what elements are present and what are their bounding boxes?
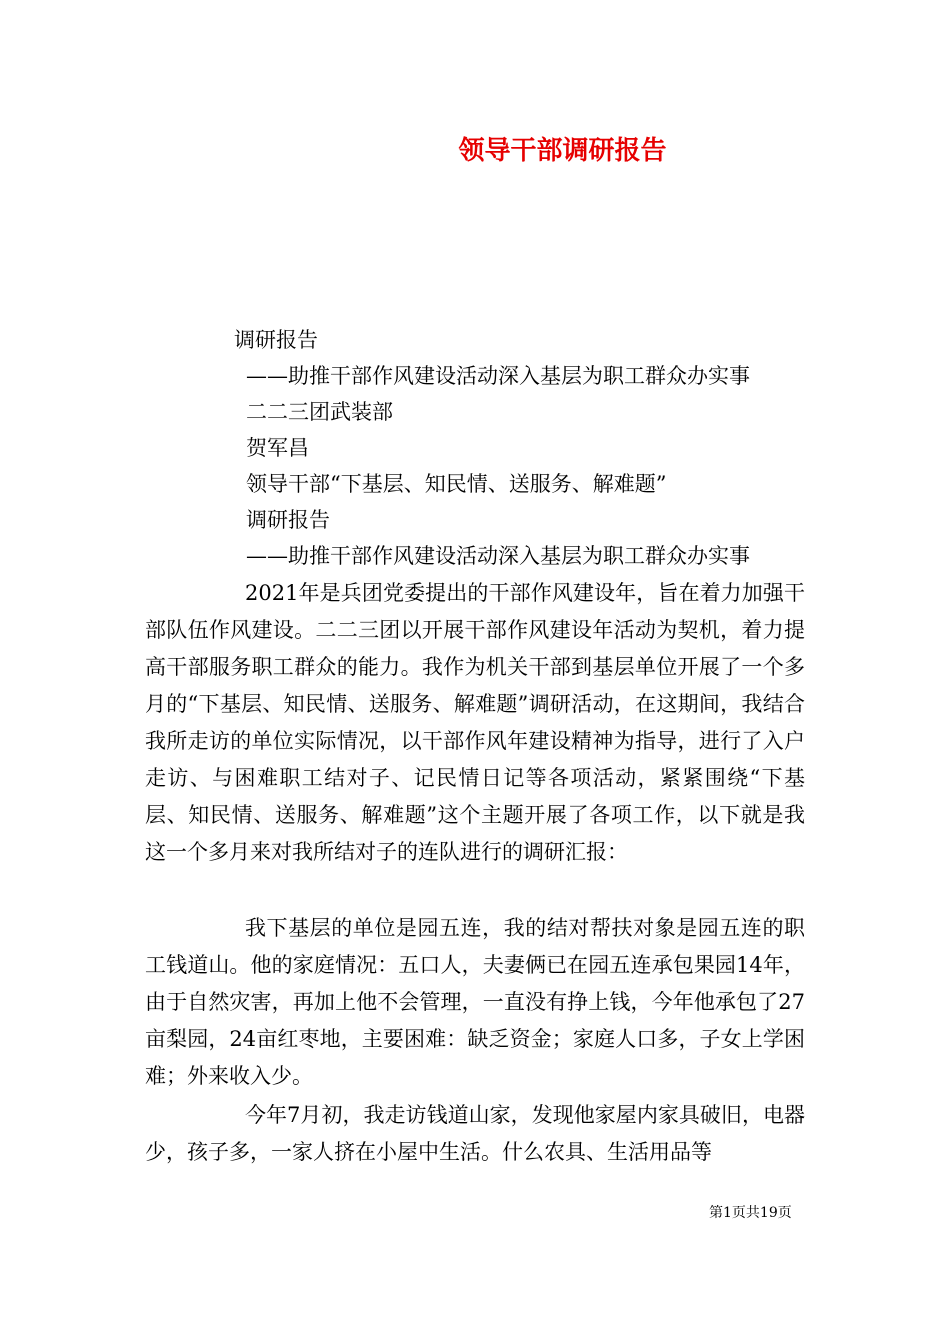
meta-line-subtitle-2: ——助推干部作风建设活动深入基层为职工群众办实事 xyxy=(246,544,750,568)
page-number-footer: 第1页共19页 xyxy=(709,1205,792,1221)
meta-line-heading: 领导干部“下基层、知民情、送服务、解难题” xyxy=(246,472,667,496)
body-paragraph: 2021年是兵团党委提出的干部作风建设年，旨在着力加强干部队伍作风建设。二二三团以开展干部作风建设年活动为契机，着力提高干部服务职工群众的能力。我作为机关干部到基层单位开展了一个多月的“下基层、知民情、送服务、解难题”调研活动，在这期间，我结合我所走访的单位实际情况，以干部作风年建设精神为指导，进行了入户走访、与困难职工结对子、记民情日记等各项活动，紧紧围绕“下基层、知民情、送服务、解难题”这个主题开展了各项工作，以下就是我这一个多月来对我所结对子的连队进行的调研汇报： xyxy=(145,581,805,864)
meta-line-subtitle: ——助推干部作风建设活动深入基层为职工群众办实事 xyxy=(246,364,750,388)
document-title: 领导干部调研报告 xyxy=(458,136,667,166)
meta-line-department: 二二三团武装部 xyxy=(246,400,393,424)
meta-line-report-2: 调研报告 xyxy=(246,508,330,532)
meta-line-author: 贺军昌 xyxy=(246,436,309,460)
body-paragraph: 今年7月初，我走访钱道山家，发现他家屋内家具破旧，电器少，孩子多，一家人挤在小屋中生活。什么农具、生活用品等 xyxy=(145,1103,805,1164)
meta-line-report: 调研报告 xyxy=(234,328,318,352)
body-paragraph: 我下基层的单位是园五连，我的结对帮扶对象是园五连的职工钱道山。他的家庭情况：五口人，夫妻俩已在园五连承包果园14年，由于自然灾害，再加上他不会管理，一直没有挣上钱，今年他承包了27亩梨园，24亩红枣地，主要困难：缺乏资金；家庭人口多，子女上学困难；外来收入少。 xyxy=(145,916,805,1088)
